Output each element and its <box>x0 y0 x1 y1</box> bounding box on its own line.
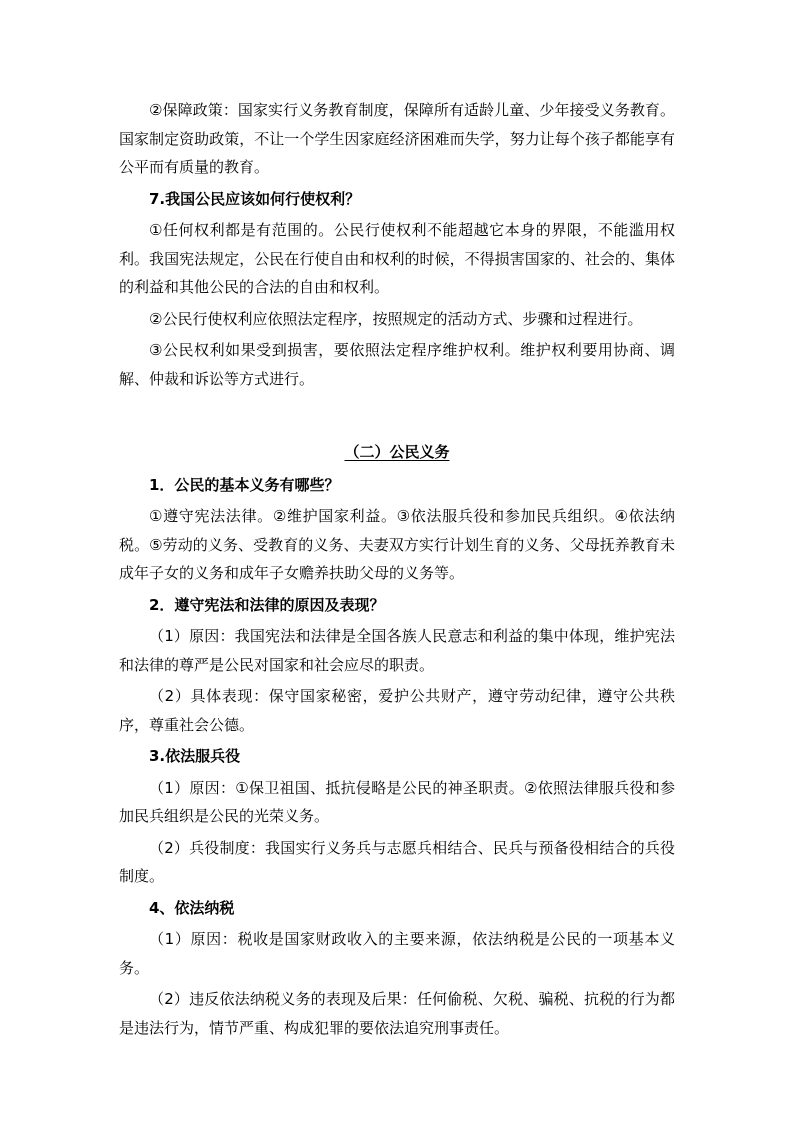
paragraph: （2）违反依法纳税义务的表现及后果：任何偷税、欠税、骗税、抗税的行为都是违法行为，情节严重、构成犯罪的要依法追究刑事责任。 <box>119 990 675 1037</box>
question-heading: 7.我国公民应该如何行使权利？ <box>149 189 361 208</box>
paragraph: （1）原因：我国宪法和法律是全国各族人民意志和利益的集中体现，维护宪法和法律的尊严是公民对国家和社会应尽的职责。 <box>119 627 675 674</box>
bottom-content <box>119 471 675 1043</box>
question-heading: 1．公民的基本义务有哪些？ <box>149 475 340 494</box>
paragraph: （1）原因：①保卫祖国、抵抗侵略是公民的神圣职责。②依照法律服兵役和参加民兵组织是公民的光荣义务。 <box>119 778 675 825</box>
top-content <box>119 96 675 393</box>
paragraph: ②保障政策：国家实行义务教育制度，保障所有适龄儿童、少年接受义务教育。国家制定资助政策，不让一个学生因家庭经济困难而失学，努力让每个孩子都能享有公平而有质量的教育。 <box>119 101 675 176</box>
section-title-text: （二）公民义务 <box>344 443 450 461</box>
paragraph: ①任何权利都是有范围的。公民行使权利不能超越它本身的界限，不能滥用权利。我国宪法规定，公民在行使自由和权利的时候，不得损害国家的、社会的、集体的利益和其他公民的合法的自由和权利。 <box>119 221 675 296</box>
question-heading: 3.依法服兵役 <box>149 747 241 765</box>
document-page <box>119 96 675 1045</box>
paragraph: （1）原因：税收是国家财政收入的主要来源，依法纳税是公民的一项基本义务。 <box>119 930 675 977</box>
paragraph: （2）兵役制度：我国实行义务兵与志愿兵相结合、民兵与预备役相结合的兵役制度。 <box>119 838 675 885</box>
paragraph: ②公民行使权利应依照法定程序，按照规定的活动方式、步骤和过程进行。 <box>149 309 643 328</box>
paragraph: ③公民权利如果受到损害，要依照法定程序维护权利。维护权利要用协商、调解、仲裁和诉讼等方式进行。 <box>119 341 675 388</box>
question-heading: 4、依法纳税 <box>149 898 235 917</box>
section-title <box>119 438 675 467</box>
paragraph: （2）具体表现：保守国家秘密，爱护公共财产，遵守劳动纪律，遵守公共秩序，尊重社会公德。 <box>119 687 675 734</box>
question-heading: 2．遵守宪法和法律的原因及表现？ <box>149 595 385 614</box>
paragraph: ①遵守宪法法律。②维护国家利益。③依法服兵役和参加民兵组织。④依法纳税。⑤劳动的义务、受教育的义务、夫妻双方实行计划生育的义务、父母抚养教育未成年子女的义务和成年子女赡养扶助父母的义务等。 <box>119 507 675 582</box>
